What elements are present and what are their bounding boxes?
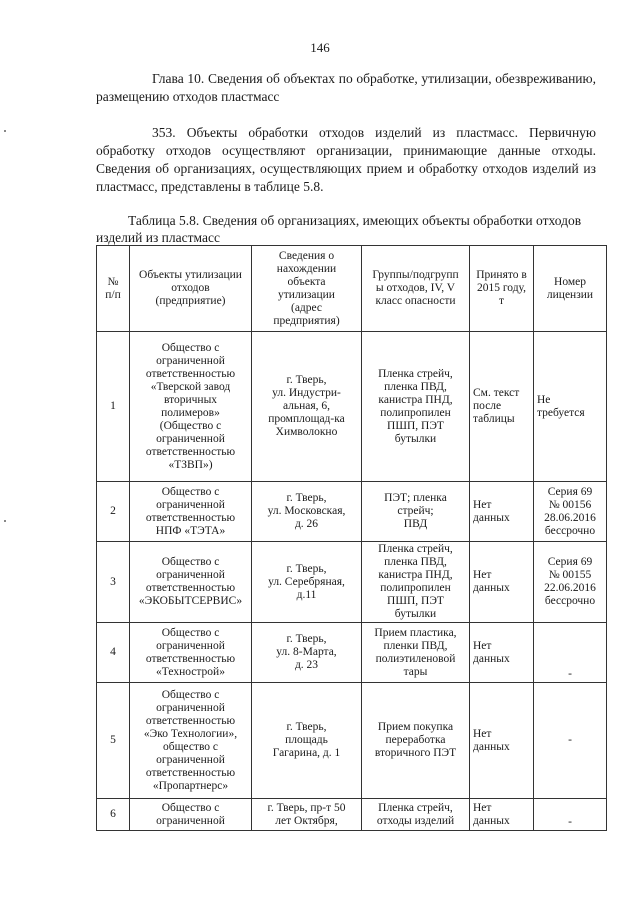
- cell-num: 5: [97, 683, 130, 799]
- cell-groups: Прием пластика, пленки ПВД, полиэтиленовой тары: [362, 623, 470, 683]
- cell-license: -: [534, 799, 607, 831]
- cell-num: 4: [97, 623, 130, 683]
- cell-num: 6: [97, 799, 130, 831]
- table-row: [97, 799, 607, 831]
- table-row: [97, 332, 607, 482]
- cell-accepted: См. текст после таблицы: [470, 332, 534, 482]
- cell-address: г. Тверь, пр-т 50 лет Октября,: [252, 799, 362, 831]
- cell-groups: Прием покупка переработка вторичного ПЭТ: [362, 683, 470, 799]
- cell-address: г. Тверь, ул. 8-Марта, д. 23: [252, 623, 362, 683]
- cell-license: -: [534, 683, 607, 799]
- cell-address: г. Тверь, ул. Московская, д. 26: [252, 482, 362, 542]
- header-num: № п/п: [97, 246, 130, 332]
- cell-num: 1: [97, 332, 130, 482]
- organizations-table: [96, 245, 607, 831]
- cell-accepted: Нет данных: [470, 683, 534, 799]
- header-objects: Объекты утилизации отходов (предприятие): [130, 246, 252, 332]
- cell-num: 2: [97, 482, 130, 542]
- table-row: [97, 542, 607, 623]
- cell-accepted: Нет данных: [470, 623, 534, 683]
- table-header-row: [97, 246, 607, 332]
- cell-org: Общество с ограниченной: [130, 799, 252, 831]
- header-license: Номер лицензии: [534, 246, 607, 332]
- header-accepted: Принято в 2015 году, т: [470, 246, 534, 332]
- margin-mark: [4, 130, 6, 132]
- cell-groups: Пленка стрейч, пленка ПВД, канистра ПНД, полипропилен ПШП, ПЭТ бутылки: [362, 542, 470, 623]
- table-row: [97, 482, 607, 542]
- cell-org: Общество с ограниченной ответственностью НПФ «ТЭТА»: [130, 482, 252, 542]
- header-groups: Группы/подгрупп ы отходов, IV, V класс опасности: [362, 246, 470, 332]
- margin-mark: [4, 520, 6, 522]
- cell-org: Общество с ограниченной ответственностью «Технострой»: [130, 623, 252, 683]
- cell-org: Общество с ограниченной ответственностью «ЭКОБЫТСЕРВИС»: [130, 542, 252, 623]
- cell-accepted: Нет данных: [470, 482, 534, 542]
- cell-license: Серия 69 № 00155 22.06.2016 бессрочно: [534, 542, 607, 623]
- header-address: Сведения о нахождении объекта утилизации (адрес предприятия): [252, 246, 362, 332]
- cell-org: Общество с ограниченной ответственностью «Эко Технологии», общество с ограниченной ответственностью «Пропартнерс»: [130, 683, 252, 799]
- page-number: 146: [310, 40, 330, 55]
- cell-license: Не требуется: [534, 332, 607, 482]
- cell-org: Общество с ограниченной ответственностью «Тверской завод вторичных полимеров» (Общество с ограниченной ответственностью «ТЗВП»): [130, 332, 252, 482]
- cell-address: г. Тверь, ул. Индустри- альная, 6, промплощад-ка Химволокно: [252, 332, 362, 482]
- table-caption: Таблица 5.8. Сведения об организациях, имеющих объекты обработки отходов изделий из пластмасс: [96, 213, 582, 245]
- table-row: [97, 683, 607, 799]
- chapter-heading: Глава 10. Сведения об объектах по обработке, утилизации, обезвреживанию, размещению отходов пластмасс: [96, 71, 596, 104]
- cell-num: 3: [97, 542, 130, 623]
- cell-license: -: [534, 623, 607, 683]
- cell-address: г. Тверь, ул. Серебряная, д.11: [252, 542, 362, 623]
- cell-accepted: Нет данных: [470, 799, 534, 831]
- cell-license: Серия 69 № 00156 28.06.2016 бессрочно: [534, 482, 607, 542]
- cell-groups: ПЭТ; пленка стрейч; ПВД: [362, 482, 470, 542]
- cell-accepted: Нет данных: [470, 542, 534, 623]
- cell-address: г. Тверь, площадь Гагарина, д. 1: [252, 683, 362, 799]
- cell-groups: Пленка стрейч, отходы изделий: [362, 799, 470, 831]
- paragraph-353: 353. Объекты обработки отходов изделий из пластмасс. Первичную обработку отходов осуществляют организации, принимающие данные отходы. Сведения об организациях, осуществляющих прием и обработку отходов изделий из пластмасс, представлены в таблице 5.8.: [96, 125, 596, 194]
- table-row: [97, 623, 607, 683]
- cell-groups: Пленка стрейч, пленка ПВД, канистра ПНД, полипропилен ПШП, ПЭТ бутылки: [362, 332, 470, 482]
